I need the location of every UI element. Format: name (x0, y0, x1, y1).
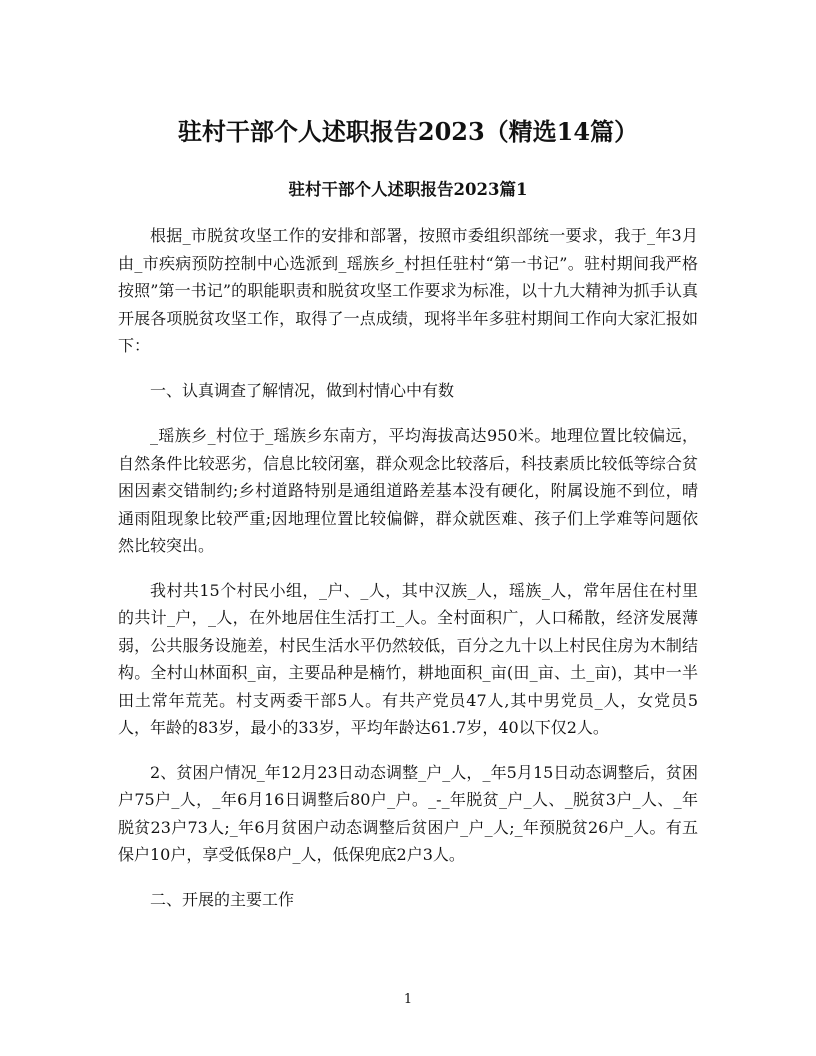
paragraph-village-location: _瑶族乡_村位于_瑶族乡东南方，平均海拔高达950米。地理位置比较偏远，自然条件比较恶劣，信息比较闭塞，群众观念比较落后，科技素质比较低等综合贫困因素交错制约;乡村道路特别是通组道路差基本没有硬化，附属设施不到位，晴通雨阻现象比较严重;因地理位置比较偏僻，群众就医难、孩子们上学难等问题依然比较突出。 (118, 426, 698, 555)
paragraph-poverty-status: 2、贫困户情况_年12月23日动态调整_户_人，_年5月15日动态调整后，贫困户75户_人，_年6月16日调整后80户_户。_-_年脱贫_户_人、_脱贫3户_人、_年脱贫23户73人;_年6月贫困户动态调整后贫困户_户_人;_年预脱贫26户_人。有五保户10户，享受低保8户_人，低保兜底2户3人。 (118, 762, 698, 864)
document-title: 驻村干部个人述职报告2023（精选14篇） (177, 117, 639, 146)
document-body (118, 222, 698, 931)
paragraph-heading-1: 一、认真调查了解情况，做到村情心中有数 (150, 380, 455, 400)
paragraph-village-population: 我村共15个村民小组，_户、_人，其中汉族_人，瑶族_人，常年居住在村里的共计_户，_人，在外地居住生活打工_人。全村面积广，人口稀散，经济发展薄弱，公共服务设施差，村民生活水平仍然较低，百分之九十以上村民住房为木制结构。全村山林面积_亩，主要品种是楠竹，耕地面积_亩(田_亩、土_亩)，其中一半田土常年荒芜。村支两委干部5人。有共产党员47人,其中男党员_人，女党员5人，年龄的83岁，最小的33岁，平均年龄达61.7岁，40以下仅2人。 (118, 580, 698, 737)
section-title: 驻村干部个人述职报告2023篇1 (288, 180, 528, 199)
page-number: 1 (403, 992, 413, 1007)
paragraph-heading-2: 二、开展的主要工作 (150, 889, 295, 909)
paragraph-intro: 根据_市脱贫攻坚工作的安排和部署，按照市委组织部统一要求，我于_年3月由_市疾病预防控制中心选派到_瑶族乡_村担任驻村“第一书记”。驻村期间我严格按照”第一书记”的职能职责和脱贫攻坚工作要求为标准，以十九大精神为抓手认真开展各项脱贫攻坚工作，取得了一点成绩，现将半年多驻村期间工作向大家汇报如下： (118, 226, 698, 355)
